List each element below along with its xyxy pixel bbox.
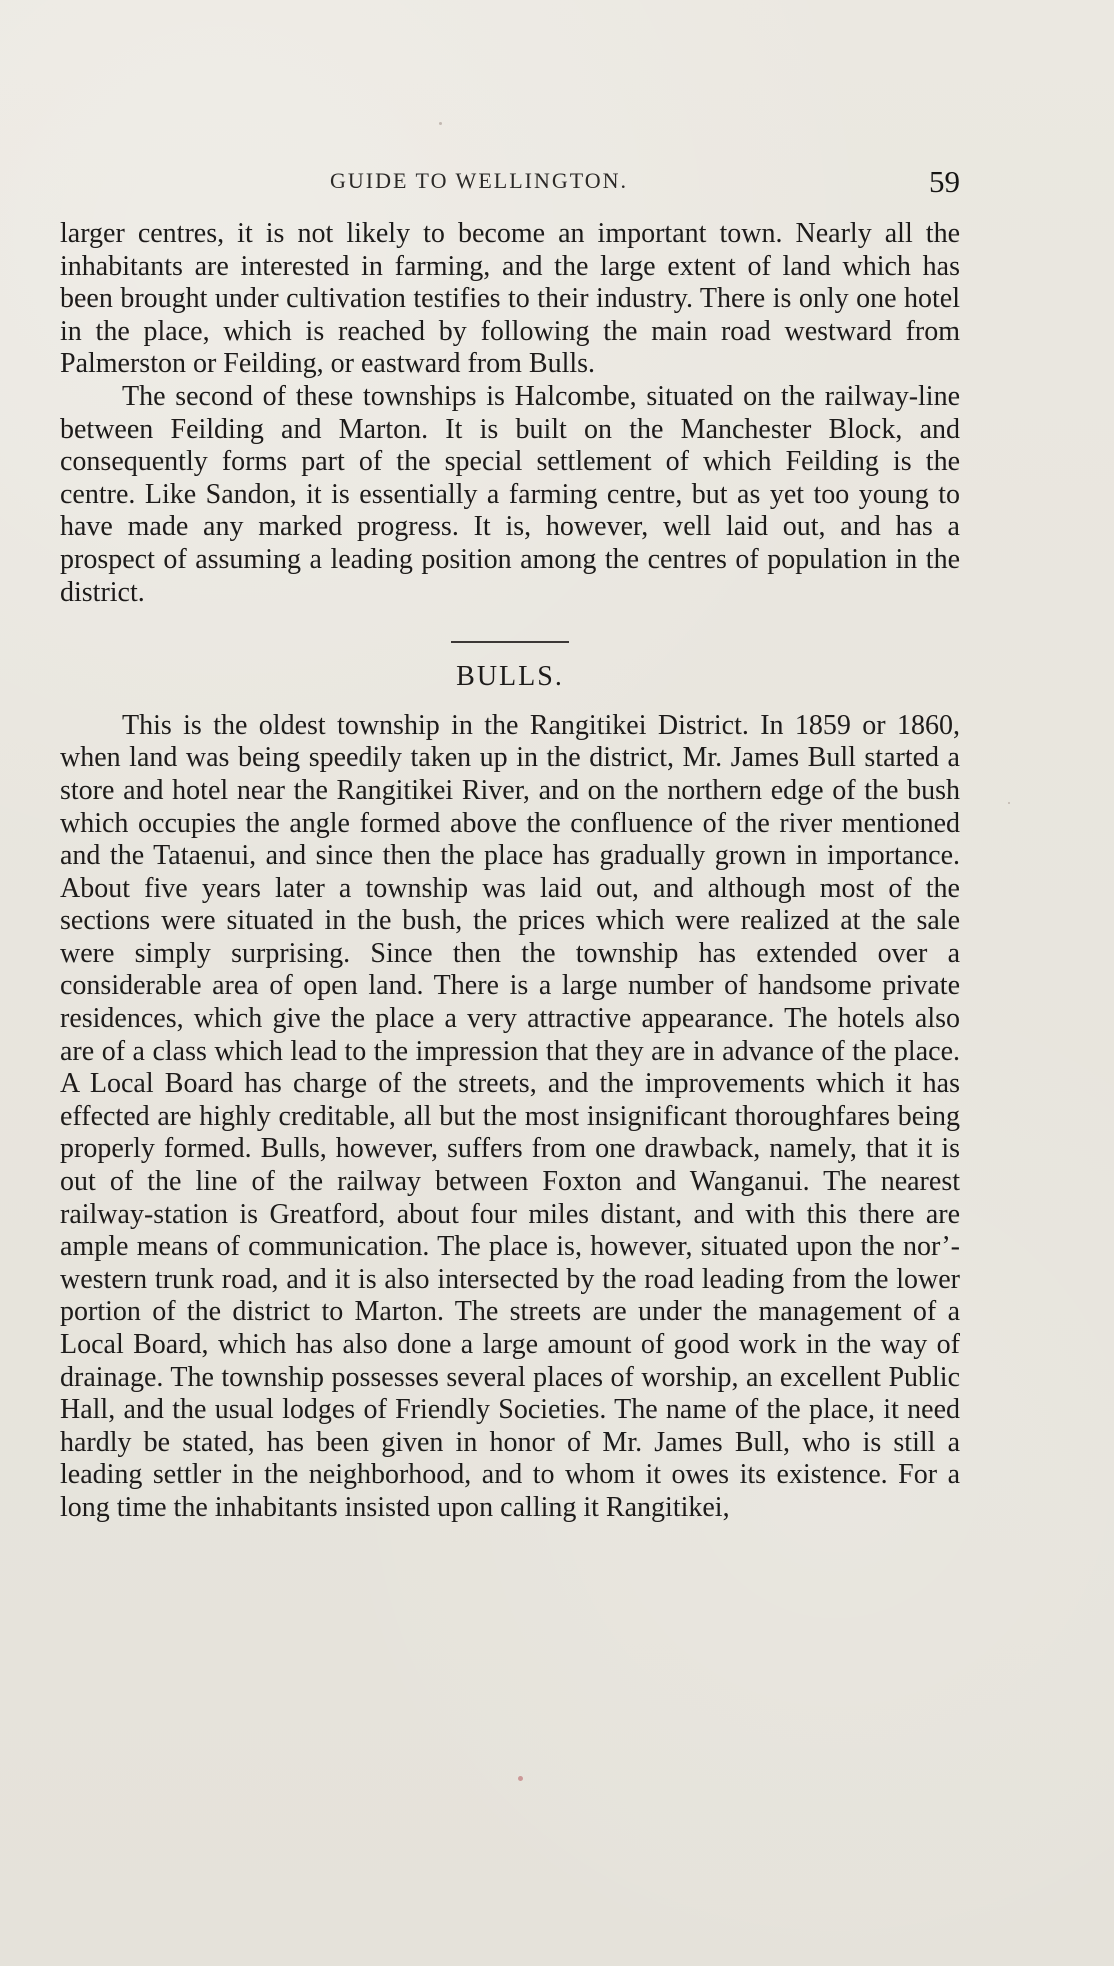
opening-paragraph: larger centres, it is not likely to become an important town. Nearly all the inhabitants are interested in farming, and the large extent of land which has been brought under cultivation testifies to their industry. There is only one hotel in the place, which is reached by following the main road westward from Palmerston or Feilding, or eastward from Bulls. bbox=[60, 218, 960, 380]
section-divider bbox=[451, 641, 569, 643]
paper-speck bbox=[1008, 802, 1010, 804]
ink-spot bbox=[518, 1776, 523, 1781]
paper-speck bbox=[439, 122, 442, 125]
section-title: BULLS. bbox=[456, 661, 564, 693]
bulls-paragraph: This is the oldest township in the Rangitikei District. In 1859 or 1860, when land was being speedily taken up in the district, Mr. James Bull started a store and hotel near the Rangitikei River, and on the northern edge of the bush which occupies the angle formed above the confluence of the river mentioned and the Tataenui, and since then the place has gradually grown in importance. About five years later a township was laid out, and although most of the sections were situated in the bush, the prices which were realized at the sale were simply surprising. Since then the township has extended over a considerable area of open land. There is a large number of handsome private residences, which give the place a very attractive appearance. The hotels also are of a class which lead to the impression that they are in advance of the place. A Local Board has charge of the streets, and the improvements which it has effected are highly creditable, all but the most insignificant thoroughfares being properly formed. Bulls, however, suffers from one drawback, namely, that it is out of the line of the railway between Foxton and Wanganui. The nearest railway-station is Greatford, about four miles distant, and with this there are ample means of communication. The place is, however, situated upon the nor’-western trunk road, and it is also intersected by the road leading from the lower portion of the district to Marton. The streets are under the management of a Local Board, which has also done a large amount of good work in the way of drainage. The township possesses several places of worship, an excellent Public Hall, and the usual lodges of Friendly Societies. The name of the place, it need hardly be stated, has been given in honor of Mr. James Bull, who is still a leading settler in the neighborhood, and to whom it owes its existence. For a long time the inhabitants insisted upon calling it Rangitikei, bbox=[60, 709, 960, 1523]
running-head: GUIDE TO WELLINGTON. bbox=[330, 168, 629, 193]
page-header bbox=[60, 166, 960, 202]
page-content bbox=[60, 218, 960, 1525]
halcombe-paragraph: The second of these townships is Halcombe, situated on the railway-line between Feilding and Marton. It is built on the Manchester Block, and consequently forms part of the special settlement of which Feilding is the centre. Like Sandon, it is essentially a farming centre, but as yet too young to have made any marked progress. It is, however, well laid out, and has a prospect of assuming a leading position among the centres of population in the district. bbox=[60, 380, 960, 608]
page-number: 59 bbox=[929, 164, 960, 199]
